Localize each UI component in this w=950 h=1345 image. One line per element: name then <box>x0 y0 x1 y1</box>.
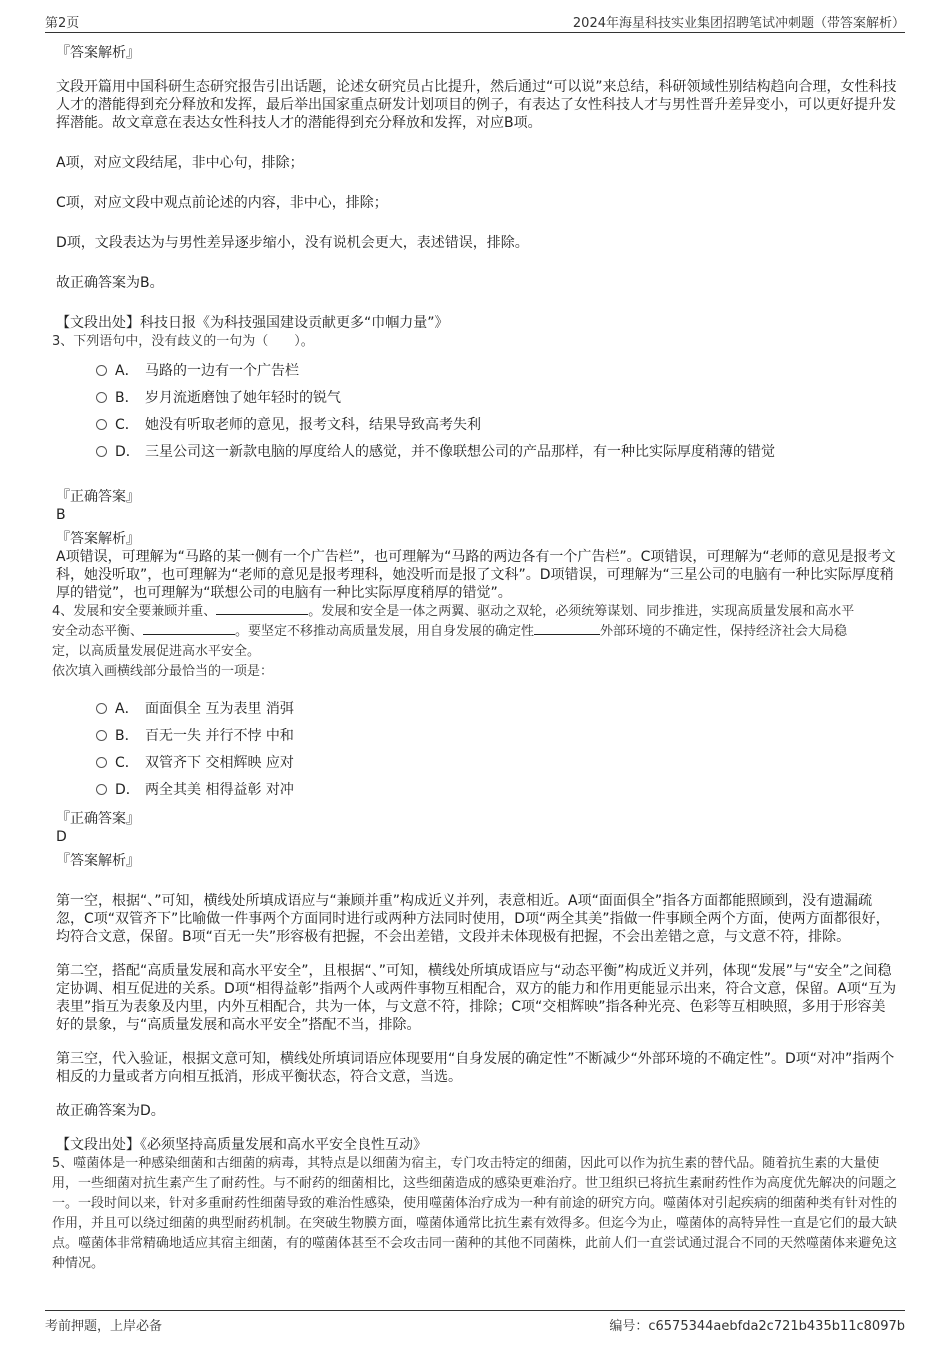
question-3-option-b[interactable]: B． 岁月流逝磨蚀了她年轻时的锐气 <box>96 385 898 412</box>
radio-button-icon[interactable] <box>96 365 107 376</box>
footer-slogan: 考前押题，上岸必备 <box>45 1319 163 1334</box>
question-4-option-c[interactable]: C． 双管齐下 交相辉映 应对 <box>96 750 898 777</box>
page-footer <box>45 1310 905 1333</box>
correct-answer: B <box>56 507 66 523</box>
page-content <box>52 44 898 1274</box>
conclusion: 故正确答案为B。 <box>56 275 164 291</box>
radio-button-icon[interactable] <box>96 703 107 714</box>
question-3-options <box>96 358 898 466</box>
question-4-stem: 4、发展和安全要兼顾并重、 。发展和安全是一体之两翼、驱动之双轮，必须统筹谋划、同步推进，实现高质量发展和高水平 安全动态平衡、 。要坚定不移推动高质量发展，用自身发展的确定性 外部环境的不确定性，保持经济社会大局稳 定，以高质量发展促进高水平安全。 <box>52 604 855 659</box>
question-3-stem: 3、下列语句中，没有歧义的一句为（ ）。 <box>52 334 314 349</box>
fill-blank-1 <box>216 602 308 615</box>
analysis-option-a: A项，对应文段结尾，非中心句，排除； <box>56 155 304 171</box>
page-header <box>45 10 905 33</box>
correct-answer: D <box>56 829 67 845</box>
radio-button-icon[interactable] <box>96 419 107 430</box>
analysis-paragraph: 第三空，代入验证，根据文意可知，横线处所填词语应体现要用“自身发展的确定性”不断减少“外部环境的不确定性”。D项“对冲”指两个相反的力量或者方向相互抵消，形成平衡状态，符合文意，当选。 <box>56 1051 895 1085</box>
analysis-paragraph: 文段开篇用中国科研生态研究报告引出话题，论述女研究员占比提升，然后通过“可以说”来总结，科研领域性别结构趋向合理，女性科技人才的潜能得到充分释放和发挥，最后举出国家重点研发计划项目的例子，有表达了女性科技人才与男性晋升差异变小，可以更好提升发挥潜能。故文章意在表达女性科技人才的潜能得到充分释放和发挥，对应B项。 <box>56 79 897 131</box>
answer-label: 『正确答案』 <box>56 489 140 505</box>
analysis-paragraph: A项错误，可理解为“马路的某一侧有一个广告栏”，也可理解为“马路的两边各有一个广告栏”。C项错误，可理解为“老师的意见是报考文科，她没听取”，也可理解为“老师的意见是报考理科，她没听而是报了文科”。D项错误，可理解为“三星公司的电脑有一种比实际厚度稍厚的错觉”，也可理解为“联想公司的电脑有一种比实际厚度稍厚的错觉”。 <box>56 549 896 601</box>
document-code: 编号：c6575344aebfda2c721b435b11c8097b <box>609 1319 905 1334</box>
conclusion: 故正确答案为D。 <box>56 1103 165 1119</box>
page-number: 第2页 <box>45 16 80 31</box>
radio-button-icon[interactable] <box>96 446 107 457</box>
radio-button-icon[interactable] <box>96 757 107 768</box>
analysis-paragraph: 第一空，根据“、”可知，横线处所填成语应与“兼顾并重”构成近义并列，表意相近。A项“面面俱全”指各方面都能照顾到，没有遗漏疏忽，C项“双管齐下”比喻做一件事两个方面同时进行或两种方法同时使用，D项“两全其美”指做一件事顾全两个方面，使两方面都很好，均符合文意，保留。B项“百无一失”形容极有把握，不会出差错，文段并未体现极有把握，不会出差错之意，与文意不符，排除。 <box>56 893 890 945</box>
answer-label: 『正确答案』 <box>56 811 140 827</box>
question-4-option-d[interactable]: D． 两全其美 相得益彰 对冲 <box>96 777 898 804</box>
analysis-label: 『答案解析』 <box>56 45 140 61</box>
question-5-stem: 5、噬菌体是一种感染细菌和古细菌的病毒，其特点是以细菌为宿主，专门攻击特定的细菌，因此可以作为抗生素的替代品。随着抗生素的大量使用，一些细菌对抗生素产生了耐药性。与不耐药的细菌相比，这些细菌造成的感染更难治疗。世卫组织已将抗生素耐药性作为高度优先解决的问题之一。一段时间以来，针对多重耐药性细菌导致的难治性感染，使用噬菌体治疗成为一种有前途的研究方向。噬菌体对引起疾病的细菌种类有针对性的作用，并且可以绕过细菌的典型耐药机制。在突破生物膜方面，噬菌体通常比抗生素有效得多。但迄今为止，噬菌体的高特异性一直是它们的最大缺点。噬菌体非常精确地适应其宿主细菌，有的噬菌体甚至不会攻击同一菌种的其他不同菌株，此前人们一直尝试通过混合不同的天然噬菌体来避免这种情况。 <box>52 1156 898 1271</box>
document-title: 2024年海星科技实业集团招聘笔试冲刺题（带答案解析） <box>572 16 905 31</box>
analysis-option-c: C项，对应文段中观点前论述的内容，非中心，排除； <box>56 195 388 211</box>
radio-button-icon[interactable] <box>96 392 107 403</box>
question-4-prompt: 依次填入画横线部分最恰当的一项是： <box>52 664 274 679</box>
analysis-option-d: D项，文段表达为与男性差异逐步缩小，没有说机会更大，表述错误，排除。 <box>56 235 529 251</box>
source-citation: 【文段出处】《必须坚持高质量发展和高水平安全良性互动》 <box>56 1137 427 1153</box>
radio-button-icon[interactable] <box>96 784 107 795</box>
fill-blank-3 <box>534 622 600 635</box>
question-3-option-d[interactable]: D． 三星公司这一新款电脑的厚度给人的感觉，并不像联想公司的产品那样，有一种比实际厚度稍薄的错觉 <box>96 439 898 466</box>
analysis-paragraph: 第二空，搭配“高质量发展和高水平安全”，且根据“、”可知，横线处所填成语应与“动态平衡”构成近义并列，体现“发展”与“安全”之间稳定协调、相互促进的关系。D项“相得益彰”指两个人或两件事物互相配合，双方的能力和作用更能显示出来，符合文意，保留。A项“互为表里”指互为表象及内里，内外互相配合，共为一体，与文意不符，排除；C项“交相辉映”指各种光亮、色彩等互相映照，多用于形容美好的景象，与“高质量发展和高水平安全”搭配不当，排除。 <box>56 963 897 1033</box>
analysis-label: 『答案解析』 <box>56 853 140 869</box>
question-4-options <box>96 696 898 804</box>
question-3-option-a[interactable]: A． 马路的一边有一个广告栏 <box>96 358 898 385</box>
fill-blank-2 <box>143 622 235 635</box>
question-4-option-a[interactable]: A． 面面俱全 互为表里 消弭 <box>96 696 898 723</box>
question-4-option-b[interactable]: B． 百无一失 并行不悖 中和 <box>96 723 898 750</box>
radio-button-icon[interactable] <box>96 730 107 741</box>
analysis-label: 『答案解析』 <box>56 531 140 547</box>
source-citation: 【文段出处】科技日报《为科技强国建设贡献更多“巾帼力量”》 <box>56 315 449 331</box>
question-3-option-c[interactable]: C． 她没有听取老师的意见，报考文科，结果导致高考失利 <box>96 412 898 439</box>
